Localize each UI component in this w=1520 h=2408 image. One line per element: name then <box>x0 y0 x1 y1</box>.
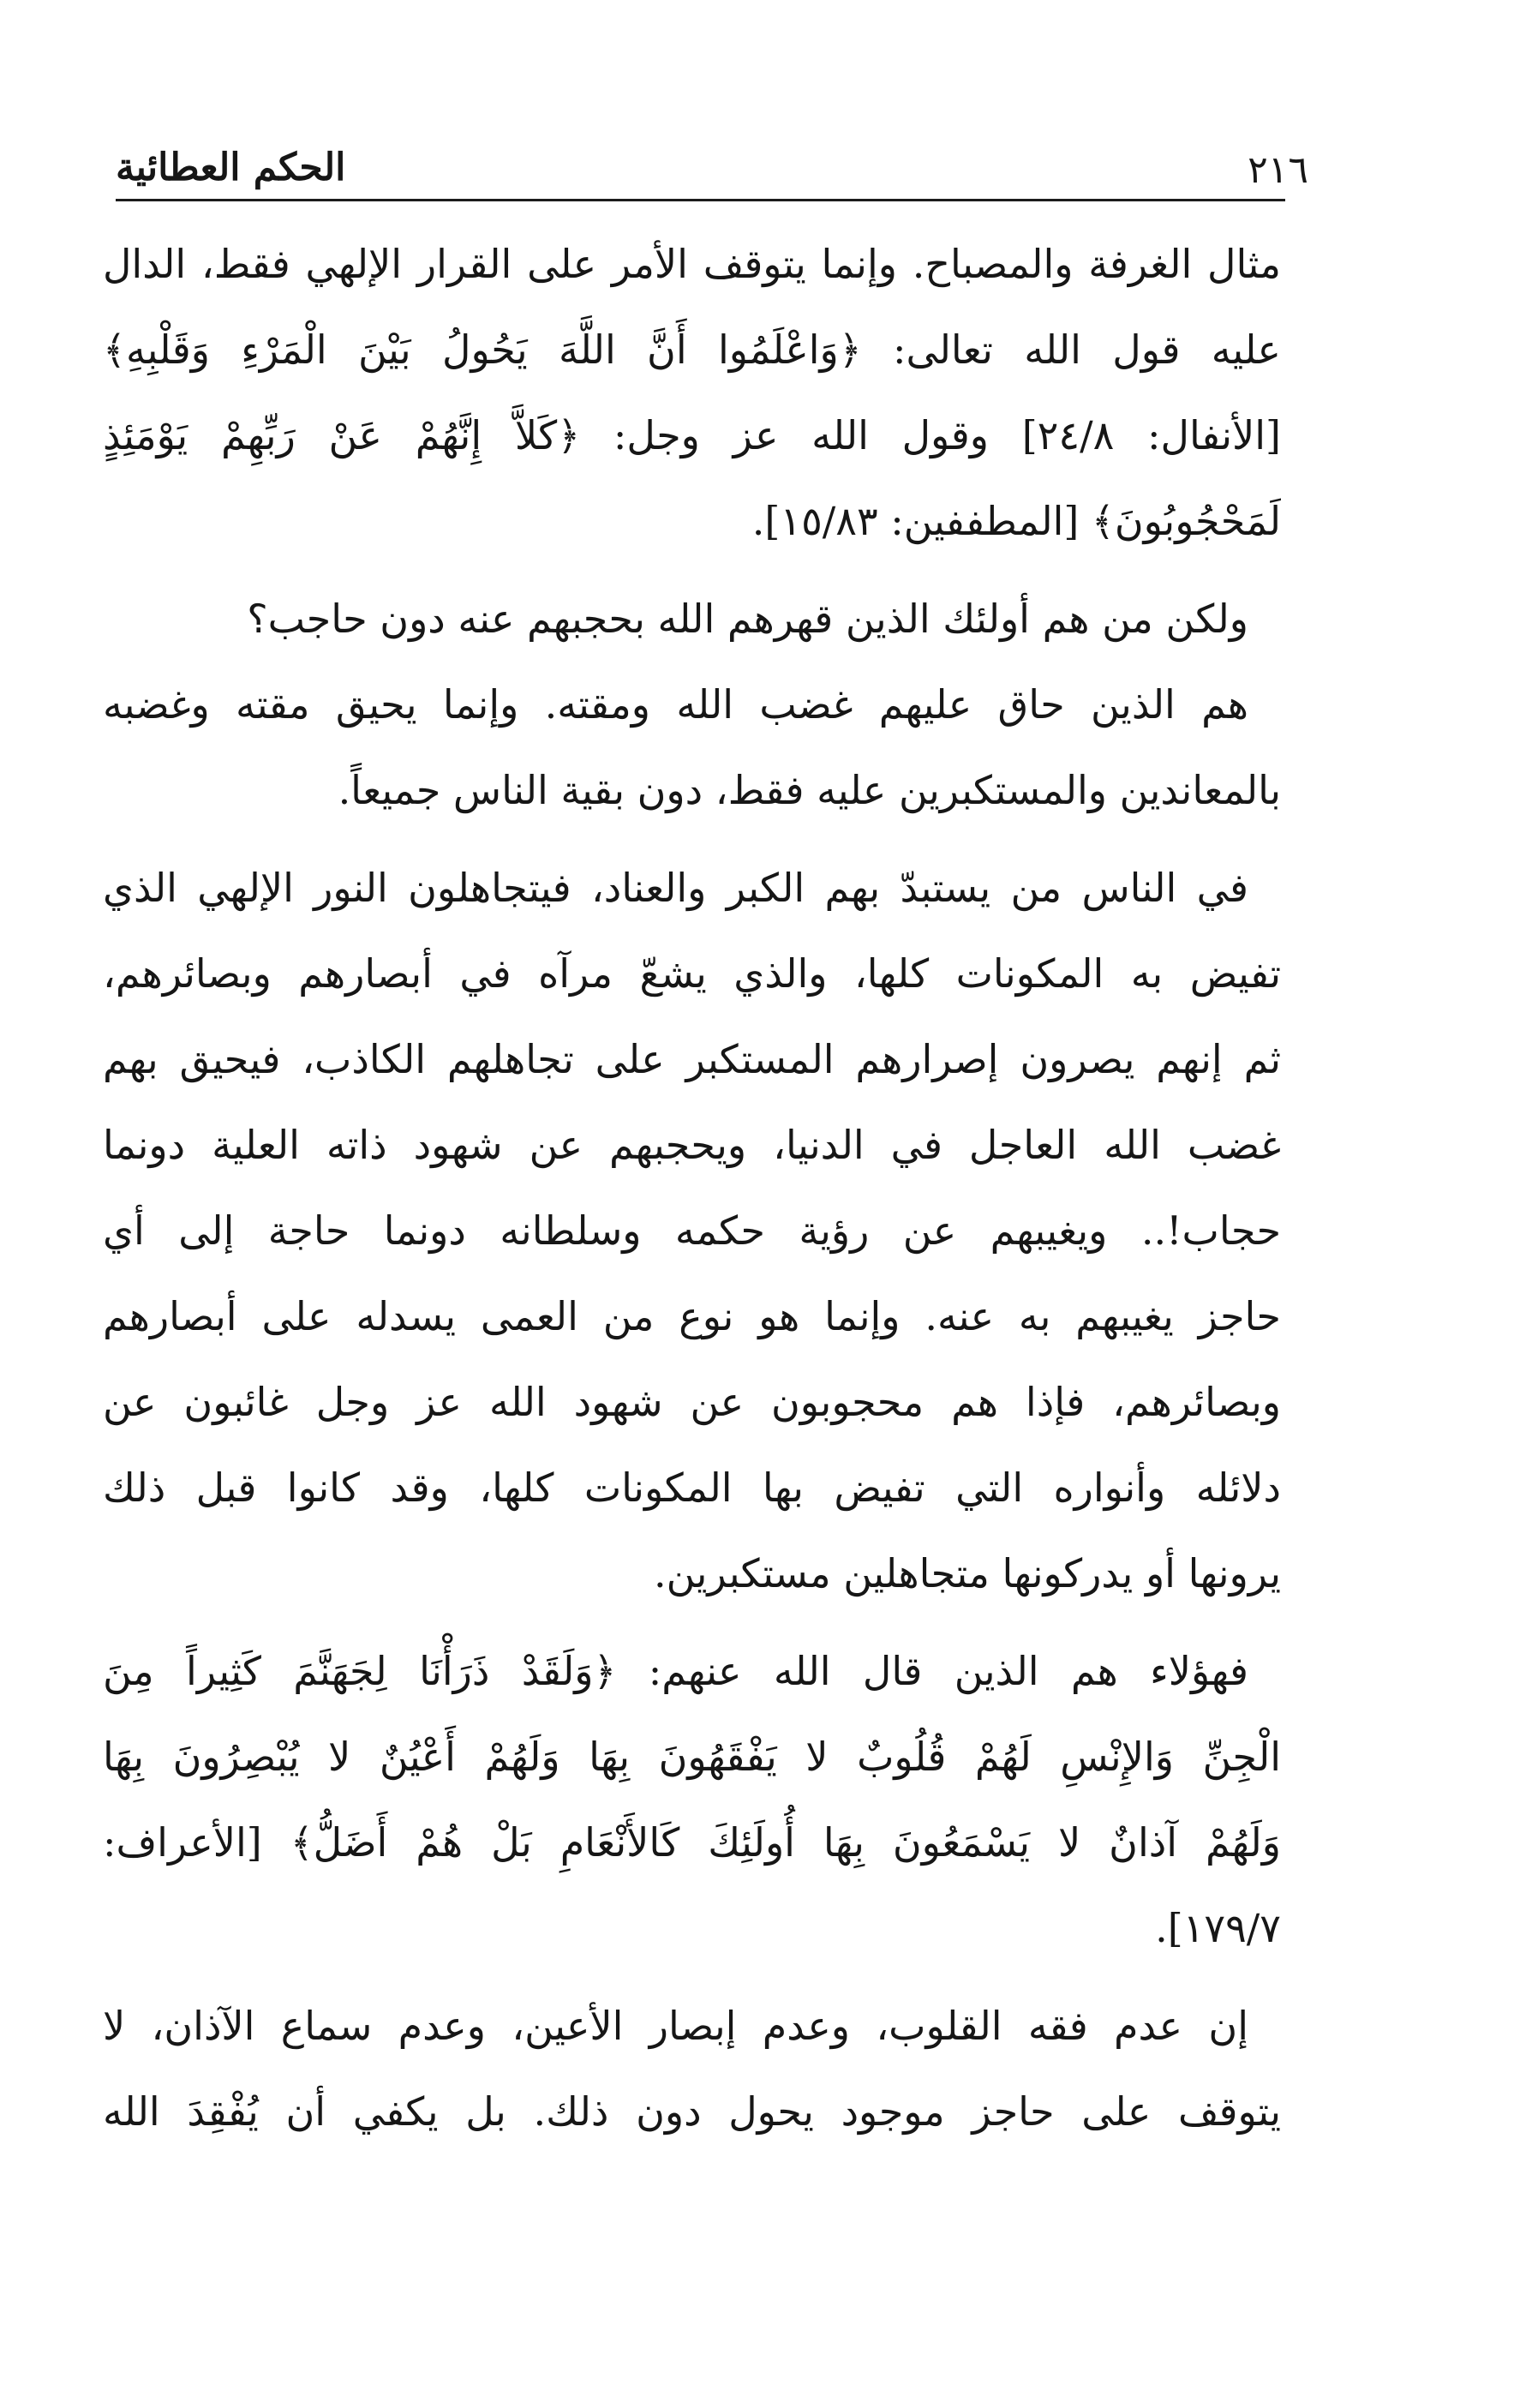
text-line: في الناس من يستبدّ بهم الكبر والعناد، فيتجاهلون النور الإلهي الذي <box>103 865 1248 911</box>
text-line: الْجِنِّ وَالإِنْسِ لَهُمْ قُلُوبٌ لا يَفْقَهُونَ بِهَا وَلَهُمْ أَعْيُنٌ لا يُبْصِرُونَ بِهَا <box>103 1734 1281 1780</box>
text-line: ١٧٩/٧]. <box>1155 1905 1281 1951</box>
text-line: مثال الغرفة والمصباح. وإنما يتوقف الأمر على القرار الإلهي فقط، الدال <box>103 241 1281 287</box>
text-line: يرونها أو يدركونها متجاهلين مستكبرين. <box>653 1550 1281 1596</box>
text-line: [الأنفال: ٢٤/٨] وقول الله عز وجل: ﴿كَلاَّ إِنَّهُمْ عَنْ رَبِّهِمْ يَوْمَئِذٍ <box>103 412 1281 458</box>
text-line: ولكن من هم أولئك الذين قهرهم الله بحجبهم عنه دون حاجب؟ <box>247 596 1248 642</box>
running-header <box>116 127 1308 197</box>
text-line: يتوقف على حاجز موجود يحول دون ذلك. بل يكفي أن يُفْقِدَ الله <box>103 2088 1281 2135</box>
header-divider <box>116 199 1285 201</box>
text-line: بالمعاندين والمستكبرين عليه فقط، دون بقية الناس جميعاً. <box>338 767 1281 813</box>
text-line: غضب الله العاجل في الدنيا، ويحجبهم عن شهود ذاته العلية دونما <box>103 1122 1281 1168</box>
text-line: حاجز يغيبهم به عنه. وإنما هو نوع من العمى يسدله على أبصارهم <box>103 1293 1281 1339</box>
text-line: إن عدم فقه القلوب، وعدم إبصار الأعين، وعدم سماع الآذان، لا <box>103 2003 1248 2049</box>
text-line: عليه قول الله تعالى: ﴿وَاعْلَمُوا أَنَّ اللَّهَ يَحُولُ بَيْنَ الْمَرْءِ وَقَلْبِهِ﴾ <box>103 326 1281 373</box>
body-text <box>103 221 1281 2154</box>
text-line: ثم إنهم يصرون إصرارهم المستكبر على تجاهلهم الكاذب، فيحيق بهم <box>103 1036 1281 1082</box>
page-number: ٢١٦ <box>1248 148 1308 192</box>
text-line: هم الذين حاق عليهم غضب الله ومقته. وإنما يحيق مقته وغضبه <box>103 681 1248 728</box>
text-line: تفيض به المكونات كلها، والذي يشعّ مرآه في أبصارهم وبصائرهم، <box>103 950 1281 997</box>
text-line: وَلَهُمْ آذانٌ لا يَسْمَعُونَ بِهَا أُولَئِكَ كَالأَنْعَامِ بَلْ هُمْ أَضَلُّ﴾ [الأعراف: <box>103 1819 1281 1866</box>
text-line: وبصائرهم، فإذا هم محجوبون عن شهود الله عز وجل غائبون عن <box>103 1379 1281 1425</box>
text-line: حجاب!.. ويغيبهم عن رؤية حكمه وسلطانه دونما حاجة إلى أي <box>103 1207 1281 1254</box>
text-line: فهؤلاء هم الذين قال الله عنهم: ﴿وَلَقَدْ ذَرَأْنَا لِجَهَنَّمَ كَثِيراً مِنَ <box>103 1648 1248 1694</box>
text-line: لَمَحْجُوبُونَ﴾ [المطففين: ١٥/٨٣]. <box>751 498 1281 544</box>
book-title: الحكم العطائية <box>116 146 346 189</box>
text-line: دلائله وأنواره التي تفيض بها المكونات كلها، وقد كانوا قبل ذلك <box>103 1465 1281 1511</box>
